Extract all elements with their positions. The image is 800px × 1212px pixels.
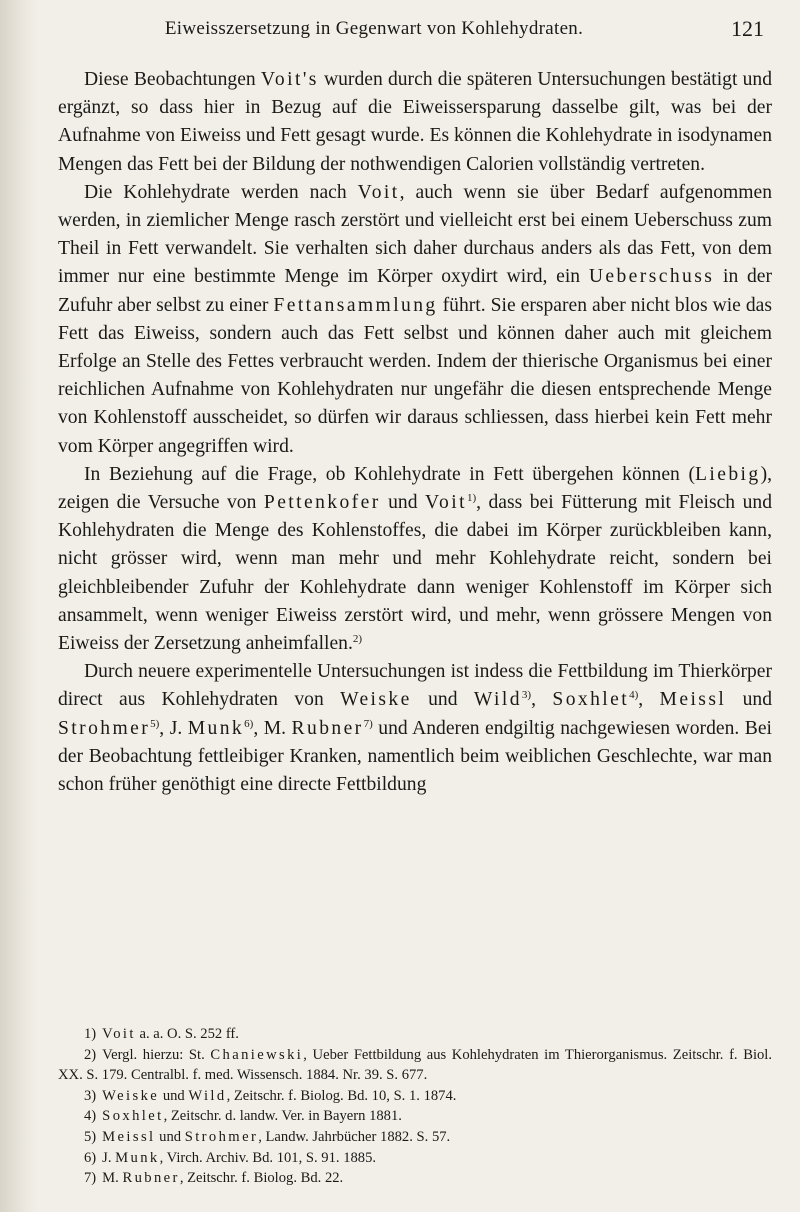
footnote-reference: 2) [352, 633, 363, 646]
text-run: Diese Beobachtungen [84, 69, 261, 90]
text-run: und [411, 689, 474, 711]
text-run: Die Kohlehydrate werden nach [84, 181, 358, 203]
footnotes [58, 1024, 772, 1189]
text-run: , [531, 689, 553, 711]
text-run: , Landw. Jahrbücher 1882. S. 57. [258, 1128, 451, 1145]
text-run: Durch neuere experimentelle Untersuchungen ist indess die Fettbildung im Thierkörper direct aus Kohlehydraten von [58, 661, 772, 711]
text-run: In Beziehung auf die Frage, ob Kohlehydrate in Fett übergehen können ( [84, 463, 696, 485]
spaced-name: Ueberschuss [588, 266, 715, 288]
binding-shadow [0, 0, 38, 1212]
text-run: und [159, 1087, 189, 1104]
spaced-name: Voit [357, 181, 400, 203]
spaced-name: Voit [425, 492, 467, 514]
spaced-name: Soxhlet [552, 689, 630, 711]
text-run: führt. Sie ersparen aber nicht blos wie das Fett das Eiweiss, sondern auch das Fett selbst und können daher auch mit gleichem Erfolge an Stelle des Fettes verbraucht werden. Indem der thierische Organismus bei einer reichlichen Aufnahme von Kohlehydraten nur ungefähr die diesen entsprechende Menge von Kohlenstoff ausscheidet, so dürfen wir daraus schliessen, dass hierbei kein Fett mehr vom Körper angegriffen wird. [58, 294, 772, 457]
spaced-name: Voit [102, 1026, 136, 1042]
footnote-reference: 3) [521, 689, 532, 702]
paragraph [58, 179, 772, 461]
footnote [58, 1086, 772, 1107]
text-run: , Virch. Archiv. Bd. 101, S. 91. 1885. [159, 1149, 377, 1166]
footnote-reference: 5) [150, 717, 160, 730]
footnote [58, 1045, 772, 1086]
spaced-name: Munk [187, 717, 245, 739]
footnote-number: 2) [84, 1046, 97, 1063]
spaced-name: Strohmer [58, 717, 151, 739]
text-run: , M. [253, 717, 292, 739]
text-run: in der Zufuhr aber selbst zu einer [58, 266, 772, 316]
text-run: wurden durch die späteren Untersuchungen bestätigt und ergänzt, so dass hier in Bezug auf die Eiweissersparung dasselbe gilt, was bei der Aufnahme von Eiweiss und Fett gesagt wurde. Es können die Kohlehydrate in isodynamen Mengen das Fett bei der Bildung der nothwendigen Calorien vollständig vertreten. [58, 69, 772, 175]
footnote-reference: 1) [466, 492, 477, 505]
page-number: 121 [731, 16, 764, 41]
text-run: und [155, 1128, 185, 1145]
text-run: , J. [159, 717, 188, 739]
text-run: , Zeitschr. d. landw. Ver. in Bayern 1881. [163, 1108, 402, 1125]
footnote-reference: 7) [363, 717, 373, 730]
spaced-name: Wild [473, 689, 522, 711]
text-run: , [638, 689, 660, 711]
spaced-name: Strohmer [184, 1128, 259, 1145]
footnote [58, 1024, 772, 1045]
text-run: und Anderen endgiltig nachgewiesen worden. Bei der Beobachtung fettleibiger Kranken, namentlich beim weiblichen Geschlechte, war man schon früher genöthigt eine directe Fettbildung [58, 717, 772, 796]
spaced-name: Pettenkofer [263, 492, 381, 514]
footnote [58, 1168, 772, 1189]
text-run: und [380, 492, 426, 514]
spaced-name: Rubner [122, 1170, 180, 1187]
spaced-name: Liebig [695, 463, 761, 485]
spaced-name: Weiske [102, 1087, 160, 1104]
paragraph [58, 461, 772, 658]
text-run: Vergl. hierzu: St. [102, 1046, 211, 1063]
footnote [58, 1106, 772, 1127]
text-run: , auch wenn sie über Bedarf aufgenommen werden, in ziemlicher Menge rasch zerstört und vielleicht erst bei einem Ueberschuss zum Theil in Fett verwandelt. Sie verhalten sich daher durchaus anders als das Fett, von dem immer nur eine bestimmte Menge im Körper oxydirt wird, ein [58, 181, 773, 288]
footnote-number: 5) [84, 1128, 97, 1145]
spaced-name: Chaniewski [210, 1046, 304, 1063]
text-run: M. [102, 1170, 123, 1187]
footnote-reference: 6) [244, 717, 254, 730]
text-run: J. [102, 1149, 116, 1166]
text-run: und [726, 689, 772, 711]
footnote-number: 6) [84, 1149, 97, 1166]
spaced-name: Meissl [102, 1128, 156, 1145]
text-run: , Ueber Fettbildung aus Kohlehydraten im Thierorganismus. Zeitschr. f. Biol. XX. S. 179. Centralbl. f. med. Wissensch. 1884. Nr. 39. S. 677. [58, 1046, 772, 1084]
footnote-reference: 4) [629, 689, 639, 702]
spaced-name: Fettansammlung [273, 294, 438, 316]
text-run: , dass bei Fütterung mit Fleisch und Kohlehydraten die Menge des Kohlenstoffes, die dabei im Körper zurückbleiben kann, nicht grösser wird, wenn man mehr und mehr Kohlehydrate reicht, sondern bei gleichbleibender Zufuhr der Kohlehydrate dann weniger Kohlenstoff im Körper sich ansammelt, wenn weniger Eiweiss zerstört wird, und mehr, wenn grössere Mengen von Eiweiss der Zersetzung anheimfallen. [58, 492, 772, 655]
spaced-name: Soxhlet [102, 1108, 164, 1125]
spaced-name: Rubner [291, 717, 364, 739]
footnote-number: 7) [84, 1170, 97, 1187]
footnote-number: 1) [84, 1026, 97, 1042]
spaced-name: Voit's [260, 69, 319, 90]
spaced-name: Weiske [340, 689, 412, 711]
running-head: Eiweisszersetzung in Gegenwart von Kohlehydraten. [164, 18, 584, 39]
spaced-name: Munk [115, 1149, 160, 1166]
paragraph [58, 66, 772, 179]
spaced-name: Meissl [659, 689, 727, 711]
spaced-name: Wild [188, 1087, 227, 1104]
text-run: , Zeitschr. f. Biolog. Bd. 22. [179, 1170, 344, 1187]
footnote-number: 3) [84, 1087, 97, 1104]
page-header [64, 18, 764, 52]
paragraph [58, 658, 772, 799]
text-run: a. a. O. S. 252 ff. [135, 1026, 239, 1042]
footnote [58, 1148, 772, 1169]
body-text [58, 66, 772, 799]
footnote-number: 4) [84, 1108, 97, 1125]
footnote [58, 1127, 772, 1148]
text-run: ), zeigen die Versuche von [58, 463, 772, 514]
text-run: , Zeitschr. f. Biolog. Bd. 10, S. 1. 1874. [226, 1087, 457, 1104]
